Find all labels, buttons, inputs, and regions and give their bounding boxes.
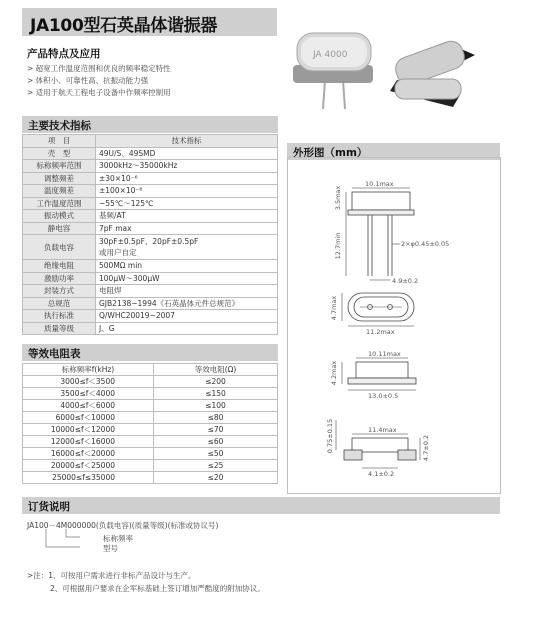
esr-freq: 12000≤f＜16000 <box>23 436 154 448</box>
spec-key: 振动模式 <box>23 210 96 223</box>
spec-col-value: 技术指标 <box>96 135 278 148</box>
table-row <box>23 424 278 436</box>
spec-value: 3000kHz～35000kHz <box>96 160 278 173</box>
esr-res: ≤100 <box>154 400 278 412</box>
spec-value: 电阻焊 <box>96 285 278 298</box>
spec-value-line2: 或用户自定 <box>99 248 137 257</box>
dim-w1: 10.1max <box>365 180 394 188</box>
spec-key: 质量等级 <box>23 322 96 335</box>
spec-key: 温度频差 <box>23 185 96 198</box>
esr-freq: 20000≤f＜25000 <box>23 460 154 472</box>
spec-key: 负载电容 <box>23 235 96 260</box>
table-row <box>23 436 278 448</box>
table-row <box>23 222 278 235</box>
spec-table <box>22 134 278 335</box>
dim-w3: 10.11max <box>368 350 401 358</box>
esr-res: ≤70 <box>154 424 278 436</box>
spec-value: Q/WHC20019−2007 <box>96 310 278 323</box>
esr-header-row <box>23 364 278 376</box>
table-row <box>23 185 278 198</box>
title-bar <box>22 8 277 36</box>
top-view <box>342 293 414 326</box>
feature-item-2: > 体积小、可靠性高、抗振动能力强 <box>27 76 149 85</box>
spec-key: 激励功率 <box>23 272 96 285</box>
dim-h1: 3.5max <box>334 185 342 211</box>
esr-freq: 16000≤f＜20000 <box>23 448 154 460</box>
spec-key: 静电容 <box>23 222 96 235</box>
spec-value: 49U/S、49SMD <box>96 147 278 160</box>
table-row <box>23 448 278 460</box>
esr-heading-bar <box>22 344 278 361</box>
esr-freq: 25000≤f≤35000 <box>23 472 154 484</box>
order-label-freq: 标称频率 <box>103 534 133 543</box>
esr-heading: 等效电阻表 <box>28 348 81 360</box>
spec-value: ±30×10⁻⁶ <box>96 172 278 185</box>
spec-value: 基频/AT <box>96 210 278 223</box>
order-heading: 订货说明 <box>28 501 70 513</box>
table-row <box>23 172 278 185</box>
table-row <box>23 235 278 260</box>
spec-header-row <box>23 135 278 148</box>
esr-res: ≤20 <box>154 472 278 484</box>
order-code: JA100－4M000000(负载电容)(质量等级)(标准或协议号) <box>27 521 219 530</box>
dim-h4: 4.2max <box>330 360 338 386</box>
dim-h5: 0.75±0.15 <box>326 418 334 454</box>
table-row <box>23 322 278 335</box>
chip-marking: JA 4000 <box>313 50 348 60</box>
esr-freq: 3500≤f＜4000 <box>23 388 154 400</box>
table-row <box>23 412 278 424</box>
spec-value: 500MΩ min <box>96 260 278 273</box>
dim-h6: 4.7±0.2 <box>422 434 430 462</box>
spec-key: 总规范 <box>23 297 96 310</box>
table-row <box>23 310 278 323</box>
table-row <box>23 376 278 388</box>
feature-item-1: > 超宽工作温度范围和优良的频率稳定特性 <box>27 64 171 73</box>
spec-value: GJB2138−1994《石英晶体元件总规范》 <box>96 297 278 310</box>
spec-value: J、G <box>96 322 278 335</box>
spec-value <box>96 235 278 260</box>
spec-key: 执行标准 <box>23 310 96 323</box>
table-row <box>23 260 278 273</box>
table-row <box>23 272 278 285</box>
spec-value: ±100×10⁻⁶ <box>96 185 278 198</box>
outline-heading: 外形图（mm） <box>293 147 368 159</box>
spec-value: 100μW～300μW <box>96 272 278 285</box>
crystal-leaded-image <box>293 33 373 109</box>
dim-w6: 4.1±0.2 <box>368 470 395 478</box>
spec-key: 标称频率范围 <box>23 160 96 173</box>
spec-key: 绝缘电阻 <box>23 260 96 273</box>
dim-h2: 12.7min <box>334 232 342 260</box>
spec-key: 封装方式 <box>23 285 96 298</box>
esr-col-freq: 标称频率f(kHz) <box>23 364 154 376</box>
outline-drawing <box>288 158 498 491</box>
spec-key: 调整频差 <box>23 172 96 185</box>
specs-heading-bar <box>22 116 278 133</box>
table-row <box>23 472 278 484</box>
table-row <box>23 285 278 298</box>
order-note-1: >注：1、可按用户需求进行非标产品设计与生产。 <box>27 571 196 580</box>
spec-key: 工作温度范围 <box>23 197 96 210</box>
table-row <box>23 197 278 210</box>
dim-h3: 4.7max <box>330 295 338 321</box>
table-row <box>23 160 278 173</box>
esr-freq: 10000≤f＜12000 <box>23 424 154 436</box>
spec-value: −55℃～125℃ <box>96 197 278 210</box>
spec-value: 7pF max <box>96 222 278 235</box>
esr-res: ≤25 <box>154 460 278 472</box>
esr-freq: 6000≤f＜10000 <box>23 412 154 424</box>
dim-pitch: 4.9±0.2 <box>392 277 419 285</box>
table-row <box>23 388 278 400</box>
dim-w5: 11.4max <box>368 426 397 434</box>
features-heading: 产品特点及应用 <box>27 48 101 60</box>
table-row <box>23 147 278 160</box>
esr-res: ≤80 <box>154 412 278 424</box>
product-photo <box>285 25 475 110</box>
dim-pin: 2×φ0.45±0.05 <box>401 240 450 248</box>
esr-res: ≤50 <box>154 448 278 460</box>
leaded-side-view <box>346 188 414 280</box>
specs-heading: 主要技术指标 <box>28 120 91 132</box>
spec-key: 壳 型 <box>23 147 96 160</box>
esr-res: ≤60 <box>154 436 278 448</box>
table-row <box>23 297 278 310</box>
esr-res: ≤200 <box>154 376 278 388</box>
spec-value-line1: 30pF±0.5pF、20pF±0.5pF <box>99 237 199 246</box>
page-title: JA100型石英晶体谐振器 <box>30 16 218 36</box>
dim-w2: 11.2max <box>366 328 395 336</box>
crystal-smd-image <box>390 38 475 107</box>
esr-freq: 4000≤f＜6000 <box>23 400 154 412</box>
spec-col-item: 项 目 <box>23 135 96 148</box>
feature-item-3: > 适用于航天工程电子设备中作频率控制用 <box>27 88 171 97</box>
esr-freq: 3000≤f＜3500 <box>23 376 154 388</box>
table-row <box>23 400 278 412</box>
esr-res: ≤150 <box>154 388 278 400</box>
order-heading-bar <box>22 497 500 514</box>
smd-side-view <box>342 358 416 390</box>
esr-col-res: 等效电阻(Ω) <box>154 364 278 376</box>
order-label-model: 型号 <box>103 544 118 553</box>
table-row <box>23 460 278 472</box>
esr-table <box>22 363 278 484</box>
dim-w4: 13.0±0.5 <box>368 392 399 400</box>
table-row <box>23 210 278 223</box>
order-note-2: 2、可根据用户要求在企军标基础上签订增加严酷度的附加协议。 <box>50 584 265 593</box>
